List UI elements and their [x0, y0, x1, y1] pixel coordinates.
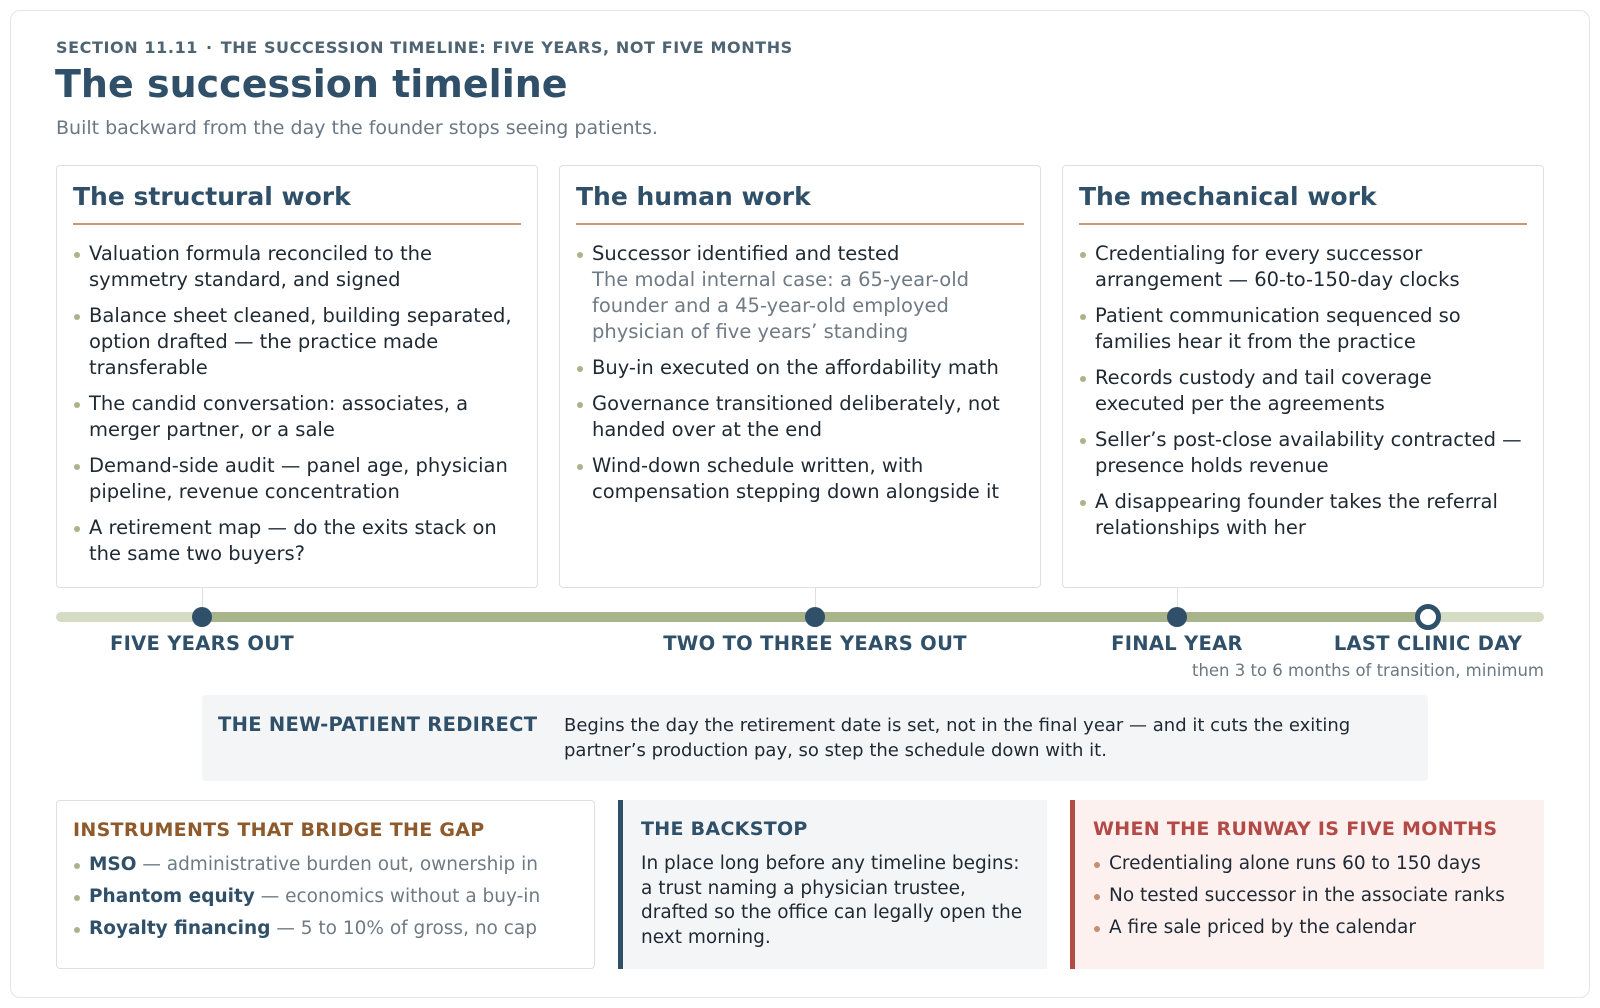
instrument-name: Phantom equity — [89, 886, 255, 907]
list-item: Credentialing for every successor arrangement — 60-to-150-day clocks — [1079, 241, 1527, 293]
section-eyebrow — [56, 38, 793, 57]
instrument-desc: — economics without a buy-in — [254, 886, 541, 907]
list-item: A fire sale priced by the calendar — [1093, 916, 1526, 939]
timeline-marker-last-clinic-day — [1415, 604, 1441, 630]
list-item — [73, 917, 578, 940]
card-structural-work — [56, 165, 538, 588]
list-item: Records custody and tail coverage executed per the agreements — [1079, 365, 1527, 417]
card-title: The mechanical work — [1079, 182, 1527, 225]
list-item: A disappearing founder takes the referral relationships with her — [1079, 489, 1527, 541]
new-patient-redirect-callout — [202, 695, 1428, 781]
instrument-name: Royalty financing — [89, 918, 271, 939]
list-item: Governance transitioned deliberately, not handed over at the end — [576, 391, 1024, 443]
timeline-end-note: then 3 to 6 months of transition, minimum — [1191, 661, 1544, 680]
card-mechanical-work — [1062, 165, 1544, 588]
timeline-label: FIVE YEARS OUT — [109, 632, 295, 655]
instrument-desc: — administrative burden out, ownership in — [136, 854, 538, 875]
list-item: A retirement map — do the exits stack on the same two buyers? — [73, 515, 521, 567]
card-human-work — [559, 165, 1041, 588]
section-kicker: THE SUCCESSION TIMELINE: FIVE YEARS, NOT FIVE MONTHS — [220, 38, 793, 57]
list-item: Buy-in executed on the affordability math — [576, 355, 1024, 381]
timeline-label: LAST CLINIC DAY — [1333, 632, 1523, 655]
list-item-text: Successor identified and tested — [592, 242, 900, 265]
card-list — [73, 241, 521, 567]
list-item: Credentialing alone runs 60 to 150 days — [1093, 852, 1526, 875]
instruments-box — [56, 800, 595, 969]
timeline-marker-two-to-three-years — [805, 607, 825, 627]
page-subtitle: Built backward from the day the founder stops seeing patients. — [56, 117, 658, 139]
list-item: No tested successor in the associate ranks — [1093, 884, 1526, 907]
list-item — [73, 853, 578, 876]
list-item — [576, 241, 1024, 345]
box-text: In place long before any timeline begins: a trust naming a physician trustee, drafted so the office can legally open the next morning. — [641, 853, 1023, 948]
box-title: THE BACKSTOP — [641, 818, 808, 840]
card-title: The human work — [576, 182, 1024, 225]
list-item: Valuation formula reconciled to the symmetry standard, and signed — [73, 241, 521, 293]
list-item: Balance sheet cleaned, building separated, option drafted — the practice made transferable — [73, 303, 521, 381]
list-item: The candid conversation: associates, a merger partner, or a sale — [73, 391, 521, 443]
callout-text: Begins the day the retirement date is set, not in the final year — and it cuts the exiting partner’s production pay, so step the schedule down with it. — [564, 715, 1351, 761]
timeline-marker-final-year — [1167, 607, 1187, 627]
section-number: SECTION 11.11 — [56, 38, 199, 57]
backstop-box — [618, 800, 1047, 969]
card-list — [576, 241, 1024, 505]
timeline-label: FINAL YEAR — [1111, 632, 1243, 655]
list-item: Seller’s post-close availability contracted — presence holds revenue — [1079, 427, 1527, 479]
list-item: Demand-side audit — panel age, physician pipeline, revenue concentration — [73, 453, 521, 505]
instrument-list — [73, 853, 578, 940]
runway-warning-box — [1070, 800, 1544, 969]
card-title: The structural work — [73, 182, 521, 225]
list-item: Wind-down schedule written, with compensation stepping down alongside it — [576, 453, 1024, 505]
list-item-note: The modal internal case: a 65-year-old founder and a 45-year-old employed physician of five years’ standing — [592, 268, 969, 343]
page-title: The succession timeline — [55, 62, 568, 106]
box-title: WHEN THE RUNWAY IS FIVE MONTHS — [1093, 818, 1498, 840]
timeline-marker-five-years — [192, 607, 212, 627]
instrument-name: MSO — [89, 854, 137, 875]
instrument-desc: — 5 to 10% of gross, no cap — [270, 918, 538, 939]
list-item — [73, 885, 578, 908]
list-item: Patient communication sequenced so families hear it from the practice — [1079, 303, 1527, 355]
callout-label: THE NEW-PATIENT REDIRECT — [218, 713, 538, 736]
card-list — [1079, 241, 1527, 541]
eyebrow-separator: · — [206, 38, 213, 57]
box-title: INSTRUMENTS THAT BRIDGE THE GAP — [73, 819, 485, 841]
runway-list — [1093, 852, 1526, 939]
timeline-label: TWO TO THREE YEARS OUT — [663, 632, 967, 655]
